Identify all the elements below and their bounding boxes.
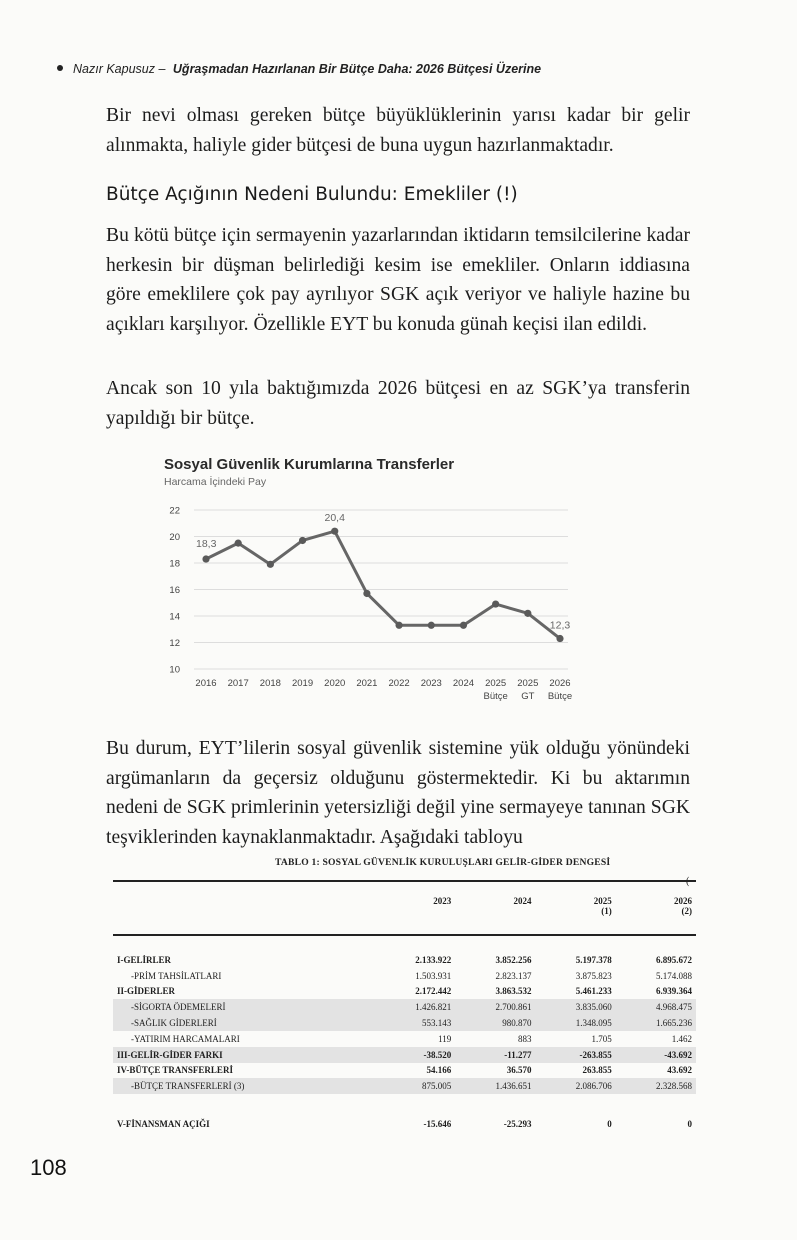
y-tick-label: 20 xyxy=(169,532,180,543)
table-row xyxy=(113,1047,696,1063)
table-row-label: -YATIRIM HARCAMALARI xyxy=(131,1033,240,1044)
table-header-cell: 2026 (2) xyxy=(616,881,696,935)
table-header-cell: 2025 (1) xyxy=(536,881,616,935)
table-row xyxy=(113,968,696,984)
table-cell: 980.870 xyxy=(455,1015,535,1031)
table-cell: 6.895.672 xyxy=(656,954,692,965)
line-chart xyxy=(150,452,590,712)
table-row-label: -PRİM TAHSİLATLARI xyxy=(131,970,222,981)
data-point xyxy=(202,555,209,562)
y-tick-label: 18 xyxy=(169,558,180,570)
x-tick-label: 2026 xyxy=(549,678,571,689)
table-header-cell: 2023 xyxy=(375,881,455,935)
x-tick-label: 2019 xyxy=(291,678,314,689)
x-tick-label: 2021 xyxy=(356,678,378,689)
table-cell: 2.700.861 xyxy=(455,999,535,1015)
paragraph-1: Bir nevi olması gereken bütçe büyüklüklerinin yarısı kadar bir gelir alınmakta, haliyle gider bütçesi de buna uygun hazırlanmaktadır. xyxy=(106,105,690,156)
x-tick-label: 2017 xyxy=(227,678,249,689)
paragraph-3: Ancak son 10 yıla baktığımızda 2026 bütçesi en az SGK’ya transferin yapıldığı bir bütçe. xyxy=(106,378,690,429)
data-label: 20,4 xyxy=(324,512,345,525)
table-header-blank xyxy=(113,881,375,935)
table-cell: 1.426.821 xyxy=(375,999,455,1015)
table-row-label: I-GELİRLER xyxy=(117,954,172,965)
table-cell: 1.436.651 xyxy=(455,1078,535,1094)
table-row-label: -SAĞLIK GİDERLERİ xyxy=(113,1015,375,1031)
data-point xyxy=(363,590,370,597)
table-row xyxy=(113,952,696,968)
data-label: 18,3 xyxy=(196,538,217,551)
table-cell: 3.863.532 xyxy=(495,986,532,997)
table-cell: 1.705 xyxy=(591,1033,612,1044)
x-tick-label: 2025 xyxy=(485,678,507,689)
y-tick-label: 14 xyxy=(169,611,180,623)
table-cell: 883 xyxy=(518,1033,532,1044)
data-point xyxy=(524,610,531,617)
paragraph-2: Bu kötü bütçe için sermayenin yazarlarından iktidarın temsilcilerine kadar herkesin bir düşman belirlediği kesim ise emekliler. Onların iddiasına göre emeklilere çok pay ayrılıyor SGK açık veriyor ve haliyle hazine bu açıkları karşılıyor. Özellikle EYT bu konuda günah keçisi ilan edildi. xyxy=(106,225,690,335)
table-cell: 1.462 xyxy=(671,1033,692,1044)
y-tick-label: 10 xyxy=(169,664,180,676)
table-cell: 875.005 xyxy=(375,1078,455,1094)
table-cell: 2.823.137 xyxy=(495,970,532,981)
table-cell: 4.968.475 xyxy=(616,999,696,1015)
x-tick-sublabel: GT xyxy=(521,691,535,702)
table-header-row xyxy=(113,881,696,935)
chart-plot xyxy=(150,452,590,712)
data-point xyxy=(235,540,242,547)
chart-subtitle: Harcama İçindeki Pay xyxy=(164,476,267,488)
table-cell: 5.461.233 xyxy=(575,986,612,997)
table-cell: -15.646 xyxy=(423,1119,452,1130)
data-point xyxy=(395,622,402,629)
data-point xyxy=(267,561,274,568)
table-cell: 1.665.236 xyxy=(616,1015,696,1031)
table-row xyxy=(113,999,696,1015)
table-cell: -25.293 xyxy=(503,1119,532,1130)
table-row xyxy=(113,1031,696,1047)
table-cell: -43.692 xyxy=(616,1047,696,1063)
x-tick-label: 2022 xyxy=(388,678,410,689)
table-cell: 263.855 xyxy=(582,1065,612,1076)
paragraph-4: Bu durum, EYT’lilerin sosyal güvenlik sistemine yük olduğu yönündeki argümanların da geçersiz olduğunu göstermektedir. Ki bu aktarımın nedeni de SGK primlerinin yetersizliği değil yine sermayeye tanınan SGK teşviklerinden kaynaklanmaktadır. Aşağıdaki tabloyu xyxy=(106,738,690,848)
table-row-label: V-FİNANSMAN AÇIĞI xyxy=(117,1119,210,1130)
table-cell: 36.570 xyxy=(506,1065,532,1076)
table-row-label: -BÜTÇE TRANSFERLERİ (3) xyxy=(113,1078,375,1094)
data-point xyxy=(492,600,499,607)
data-point xyxy=(299,537,306,544)
table-cell: 2.328.568 xyxy=(616,1078,696,1094)
table-cell: 0 xyxy=(687,1119,692,1130)
table-cell: 2.172.442 xyxy=(415,986,452,997)
x-tick-label: 2020 xyxy=(324,678,346,689)
x-tick-sublabel: Bütçe xyxy=(547,691,573,702)
table-row-label: III-GELİR-GİDER FARKI xyxy=(113,1047,375,1063)
table-cell: 5.197.378 xyxy=(575,954,612,965)
x-tick-label: 2016 xyxy=(195,678,217,689)
table-cell: 1.348.095 xyxy=(536,1015,616,1031)
table-row xyxy=(113,984,696,1000)
x-tick-label: 2023 xyxy=(420,678,442,689)
table-cell: 553.143 xyxy=(375,1015,455,1031)
header-author: Nazır Kapusuz – xyxy=(73,62,166,76)
table-row-label: IV-BÜTÇE TRANSFERLERİ xyxy=(117,1065,233,1076)
table-cell: 119 xyxy=(438,1033,452,1044)
table-cell: -263.855 xyxy=(536,1047,616,1063)
table-row xyxy=(113,1015,696,1031)
chart-title: Sosyal Güvenlik Kurumlarına Transferler xyxy=(164,456,455,473)
table-cell: 2.133.922 xyxy=(415,954,452,965)
table-row-label: II-GİDERLER xyxy=(117,986,176,997)
x-tick-label: 2018 xyxy=(259,678,281,689)
series-line xyxy=(206,531,560,638)
x-tick-label: 2025 xyxy=(517,678,539,689)
table-row-label: -SİGORTA ÖDEMELERİ xyxy=(113,999,375,1015)
page-number: 108 xyxy=(30,1155,67,1180)
table-spacer xyxy=(113,1094,696,1116)
table-cell: 54.166 xyxy=(426,1065,452,1076)
table-cell: 1.503.931 xyxy=(415,970,452,981)
table-title: TABLO 1: SOSYAL GÜVENLİK KURULUŞLARI GELİR-GİDER DENGESİ xyxy=(275,857,611,868)
data-point xyxy=(331,528,338,535)
header-title: Uğraşmadan Hazırlanan Bir Bütçe Daha: 2026 Bütçesi Üzerine xyxy=(172,62,542,76)
table-spacer xyxy=(113,935,696,952)
table-header-cell: 2024 xyxy=(455,881,535,935)
y-tick-label: 16 xyxy=(169,585,180,596)
table-cell: 0 xyxy=(607,1119,612,1130)
running-header xyxy=(57,62,541,76)
data-label: 12,3 xyxy=(549,619,571,632)
table-cell: -11.277 xyxy=(455,1047,535,1063)
table-cell: 5.174.088 xyxy=(656,970,692,981)
y-tick-label: 22 xyxy=(169,505,180,517)
section-heading: Bütçe Açığının Nedeni Bulundu: Emekliler (!) xyxy=(106,184,518,205)
table-row xyxy=(113,1116,696,1132)
table-cell: 3.835.060 xyxy=(536,999,616,1015)
table-row xyxy=(113,1078,696,1094)
y-tick-label: 12 xyxy=(169,638,180,649)
table-cell: 3.852.256 xyxy=(495,954,532,965)
data-point xyxy=(556,635,563,642)
table-title-paren: ( xyxy=(686,876,690,887)
table-cell: 6.939.364 xyxy=(656,986,692,997)
x-tick-sublabel: Bütçe xyxy=(483,691,508,702)
table-cell: 43.692 xyxy=(667,1065,692,1076)
table-cell: 2.086.706 xyxy=(536,1078,616,1094)
balance-table xyxy=(113,880,696,1132)
x-tick-label: 2024 xyxy=(452,678,475,689)
data-point xyxy=(428,622,435,629)
table-cell: 3.875.823 xyxy=(575,970,612,981)
table-row xyxy=(113,1063,696,1079)
data-point xyxy=(460,622,467,629)
table-cell: -38.520 xyxy=(375,1047,455,1063)
bullet-icon xyxy=(57,65,63,71)
